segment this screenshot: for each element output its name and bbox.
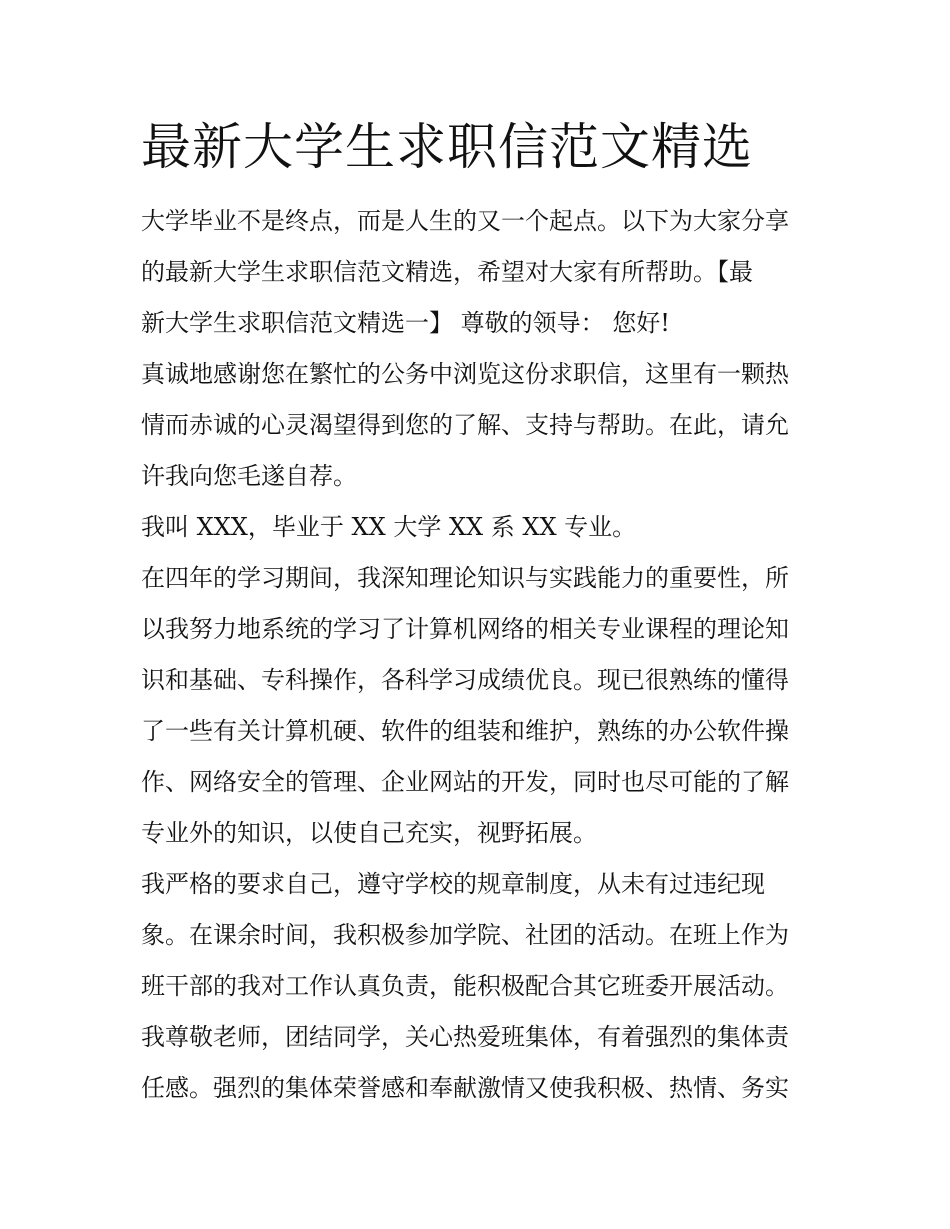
body-line-18: 任感。强烈的集体荣誉感和奉献激情又使我积极、热情、务实 (141, 1074, 789, 1102)
body-line-14: 我严格的要求自己，遵守学校的规章制度，从未有过违纪现 (141, 870, 765, 898)
body-line-13: 专业外的知识，以使自己充实，视野拓展。 (141, 819, 597, 847)
body-line-5: 情而赤诚的心灵渴望得到您的了解、支持与帮助。在此，请允 (141, 411, 789, 439)
body-line-6: 许我向您毛遂自荐。 (141, 462, 357, 490)
body-line-17: 我尊敬老师，团结同学，关心热爱班集体，有着强烈的集体责 (141, 1023, 789, 1051)
body-line-10: 识和基础、专科操作，各科学习成绩优良。现已很熟练的懂得 (141, 666, 789, 694)
body-line-7: 我叫 XXX，毕业于 XX 大学 XX 系 XX 专业。 (141, 513, 637, 541)
body-line-11: 了一些有关计算机硬、软件的组装和维护，熟练的办公软件操 (141, 717, 789, 745)
body-line-3: 新大学生求职信范文精选一】 尊敬的领导： 您好! (141, 309, 670, 337)
document-body (141, 196, 821, 1114)
body-line-2: 的最新大学生求职信范文精选，希望对大家有所帮助。【最 (141, 258, 753, 286)
body-line-1: 大学毕业不是终点，而是人生的又一个起点。以下为大家分享 (141, 207, 789, 235)
body-line-9: 以我努力地系统的学习了计算机网络的相关专业课程的理论知 (141, 615, 789, 643)
body-line-15: 象。在课余时间，我积极参加学院、社团的活动。在班上作为 (141, 921, 789, 949)
body-line-8: 在四年的学习期间，我深知理论知识与实践能力的重要性，所 (141, 564, 789, 592)
body-line-16: 班干部的我对工作认真负责，能积极配合其它班委开展活动。 (141, 972, 789, 1000)
body-line-12: 作、网络安全的管理、企业网站的开发，同时也尽可能的了解 (141, 768, 789, 796)
body-line-4: 真诚地感谢您在繁忙的公务中浏览这份求职信，这里有一颗热 (141, 360, 789, 388)
document-title: 最新大学生求职信范文精选 (141, 118, 753, 176)
